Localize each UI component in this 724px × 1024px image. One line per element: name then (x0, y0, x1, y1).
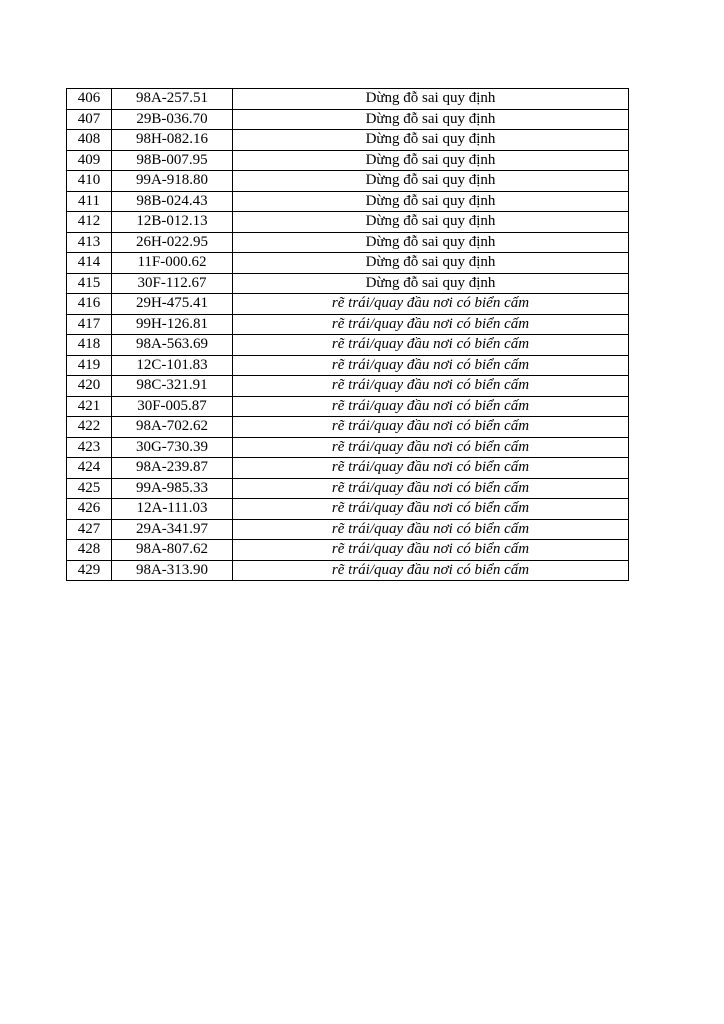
row-number-cell: 419 (67, 355, 112, 376)
row-number-cell: 416 (67, 294, 112, 315)
row-number-cell: 422 (67, 417, 112, 438)
license-plate-cell: 98B-007.95 (112, 150, 233, 171)
row-number-cell: 420 (67, 376, 112, 397)
license-plate-cell: 98C-321.91 (112, 376, 233, 397)
table-row (67, 109, 629, 130)
violation-description-cell: rẽ trái/quay đầu nơi có biển cấm (233, 335, 629, 356)
table-row (67, 355, 629, 376)
table-row (67, 478, 629, 499)
row-number-cell: 415 (67, 273, 112, 294)
license-plate-cell: 99A-918.80 (112, 171, 233, 192)
violation-description-cell: Dừng đỗ sai quy định (233, 253, 629, 274)
violation-description-cell: rẽ trái/quay đầu nơi có biển cấm (233, 540, 629, 561)
license-plate-cell: 29B-036.70 (112, 109, 233, 130)
table-row (67, 417, 629, 438)
license-plate-cell: 29A-341.97 (112, 519, 233, 540)
license-plate-cell: 98A-807.62 (112, 540, 233, 561)
table-row (67, 294, 629, 315)
table-row (67, 253, 629, 274)
violation-description-cell: Dừng đỗ sai quy định (233, 130, 629, 151)
violation-description-cell: rẽ trái/quay đầu nơi có biển cấm (233, 458, 629, 479)
violation-description-cell: rẽ trái/quay đầu nơi có biển cấm (233, 519, 629, 540)
row-number-cell: 427 (67, 519, 112, 540)
license-plate-cell: 29H-475.41 (112, 294, 233, 315)
table-row (67, 232, 629, 253)
row-number-cell: 421 (67, 396, 112, 417)
table-row (67, 171, 629, 192)
table-row (67, 150, 629, 171)
license-plate-cell: 30F-112.67 (112, 273, 233, 294)
violation-description-cell: Dừng đỗ sai quy định (233, 191, 629, 212)
row-number-cell: 408 (67, 130, 112, 151)
license-plate-cell: 12B-012.13 (112, 212, 233, 233)
row-number-cell: 418 (67, 335, 112, 356)
row-number-cell: 406 (67, 89, 112, 110)
row-number-cell: 410 (67, 171, 112, 192)
violation-description-cell: rẽ trái/quay đầu nơi có biển cấm (233, 417, 629, 438)
table-row (67, 458, 629, 479)
violations-table-body (67, 89, 629, 581)
violation-description-cell: rẽ trái/quay đầu nơi có biển cấm (233, 437, 629, 458)
violation-description-cell: Dừng đỗ sai quy định (233, 89, 629, 110)
table-row (67, 314, 629, 335)
license-plate-cell: 11F-000.62 (112, 253, 233, 274)
violation-description-cell: rẽ trái/quay đầu nơi có biển cấm (233, 396, 629, 417)
row-number-cell: 426 (67, 499, 112, 520)
table-row (67, 212, 629, 233)
license-plate-cell: 99H-126.81 (112, 314, 233, 335)
license-plate-cell: 98A-313.90 (112, 560, 233, 581)
table-row (67, 335, 629, 356)
license-plate-cell: 98A-239.87 (112, 458, 233, 479)
violation-description-cell: rẽ trái/quay đầu nơi có biển cấm (233, 478, 629, 499)
license-plate-cell: 98A-563.69 (112, 335, 233, 356)
license-plate-cell: 98A-702.62 (112, 417, 233, 438)
license-plate-cell: 98H-082.16 (112, 130, 233, 151)
violation-description-cell: Dừng đỗ sai quy định (233, 150, 629, 171)
row-number-cell: 417 (67, 314, 112, 335)
license-plate-cell: 98B-024.43 (112, 191, 233, 212)
violation-description-cell: rẽ trái/quay đầu nơi có biển cấm (233, 355, 629, 376)
violation-description-cell: Dừng đỗ sai quy định (233, 273, 629, 294)
row-number-cell: 429 (67, 560, 112, 581)
violation-description-cell: Dừng đỗ sai quy định (233, 171, 629, 192)
violation-description-cell: Dừng đỗ sai quy định (233, 109, 629, 130)
license-plate-cell: 12A-111.03 (112, 499, 233, 520)
table-row (67, 130, 629, 151)
row-number-cell: 428 (67, 540, 112, 561)
violation-description-cell: Dừng đỗ sai quy định (233, 232, 629, 253)
row-number-cell: 407 (67, 109, 112, 130)
license-plate-cell: 12C-101.83 (112, 355, 233, 376)
violation-description-cell: rẽ trái/quay đầu nơi có biển cấm (233, 314, 629, 335)
license-plate-cell: 99A-985.33 (112, 478, 233, 499)
row-number-cell: 414 (67, 253, 112, 274)
row-number-cell: 424 (67, 458, 112, 479)
table-row (67, 376, 629, 397)
license-plate-cell: 26H-022.95 (112, 232, 233, 253)
violation-description-cell: rẽ trái/quay đầu nơi có biển cấm (233, 294, 629, 315)
table-row (67, 437, 629, 458)
table-row (67, 89, 629, 110)
license-plate-cell: 30F-005.87 (112, 396, 233, 417)
violations-table (66, 88, 629, 581)
license-plate-cell: 98A-257.51 (112, 89, 233, 110)
violation-description-cell: Dừng đỗ sai quy định (233, 212, 629, 233)
row-number-cell: 423 (67, 437, 112, 458)
violation-description-cell: rẽ trái/quay đầu nơi có biển cấm (233, 376, 629, 397)
table-row (67, 540, 629, 561)
table-row (67, 499, 629, 520)
violation-description-cell: rẽ trái/quay đầu nơi có biển cấm (233, 499, 629, 520)
table-row (67, 273, 629, 294)
row-number-cell: 413 (67, 232, 112, 253)
license-plate-cell: 30G-730.39 (112, 437, 233, 458)
table-row (67, 560, 629, 581)
row-number-cell: 409 (67, 150, 112, 171)
violation-description-cell: rẽ trái/quay đầu nơi có biển cấm (233, 560, 629, 581)
row-number-cell: 425 (67, 478, 112, 499)
table-row (67, 519, 629, 540)
row-number-cell: 412 (67, 212, 112, 233)
row-number-cell: 411 (67, 191, 112, 212)
table-row (67, 191, 629, 212)
table-row (67, 396, 629, 417)
